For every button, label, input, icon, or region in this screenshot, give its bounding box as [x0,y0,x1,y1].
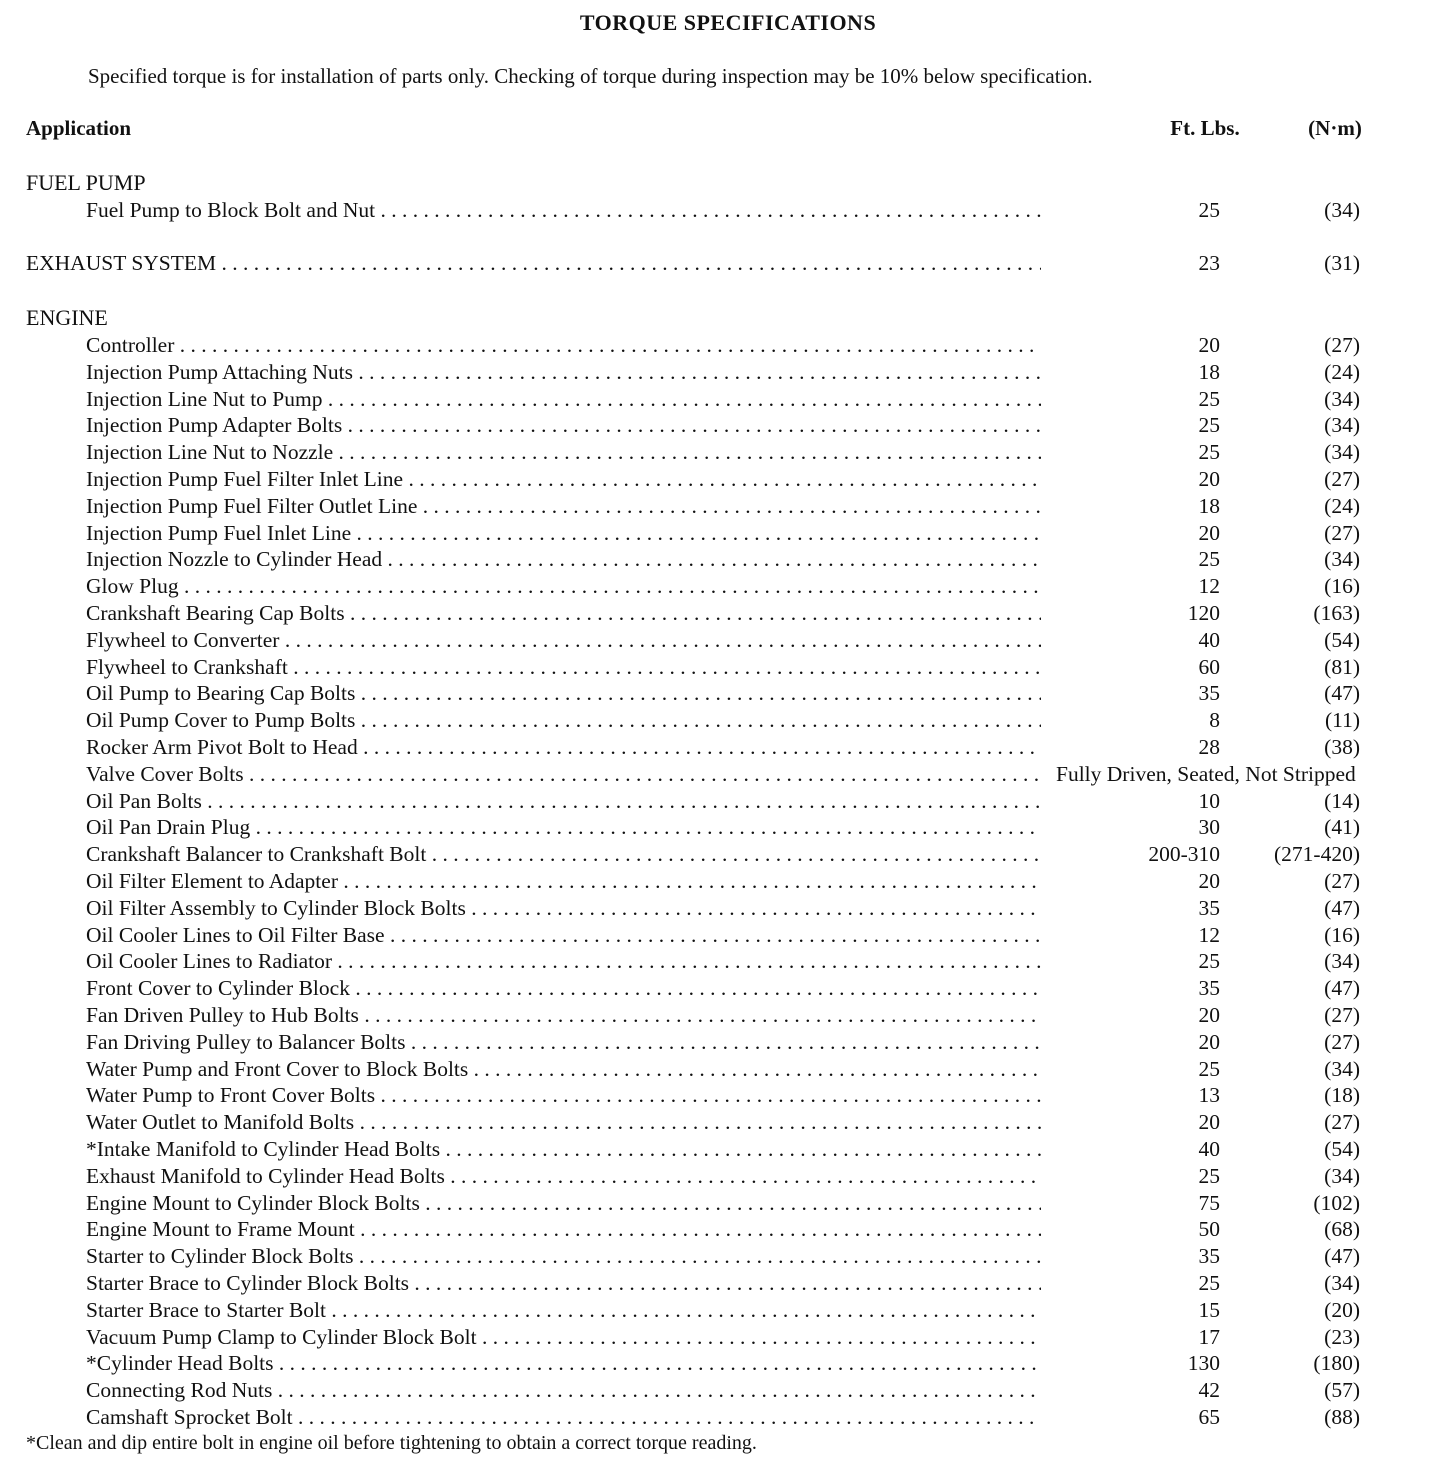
row-ft-lbs: 25 [1198,1271,1220,1295]
row-label: Crankshaft Bearing Cap Bolts . . . [86,600,1041,627]
row-nm: (34) [1324,1056,1360,1081]
table-row [0,1082,1456,1109]
row-nm: (14) [1324,788,1360,813]
row-label: Injection Pump Fuel Filter Outlet Line . . . [86,493,1041,520]
row-nm: (34) [1324,413,1360,438]
row-nm: (41) [1324,815,1360,840]
row-ft-lbs: 200-310 [1148,842,1220,867]
row-label: Exhaust Manifold to Cylinder Head Bolts . . . [86,1163,1041,1190]
row-nm: (34) [1324,547,1360,572]
row-nm: (27) [1324,869,1360,893]
table-row [0,1243,1456,1270]
row-label: Injection Pump Adapter Bolts . . . [86,412,1041,439]
table-row [0,1350,1456,1377]
row-nm: (81) [1324,654,1360,679]
row-label: Starter to Cylinder Block Bolts . . . [86,1243,1041,1270]
row-label: EXHAUST SYSTEM . . . [26,250,1041,277]
row-ft-lbs: 25 [1198,949,1220,974]
row-nm: (54) [1324,1137,1360,1161]
table-row [0,680,1456,707]
row-nm: (27) [1324,1029,1360,1054]
row-label: Fan Driven Pulley to Hub Bolts . . . [86,1002,1041,1029]
column-header-ft-lbs: Ft. Lbs. [1170,116,1240,140]
row-nm: (57) [1324,1378,1360,1403]
row-ft-lbs: 25 [1198,440,1220,465]
row-nm: (20) [1324,1297,1360,1322]
row-label: Flywheel to Converter . . . [86,627,1041,654]
table-row [0,1377,1456,1404]
column-header-application: Application [26,116,132,140]
row-nm: (88) [1324,1405,1360,1429]
table-row [0,761,1456,788]
row-label: Oil Pan Bolts . . . [86,788,1041,815]
row-nm: (47) [1324,1244,1360,1269]
table-row [0,734,1456,761]
table-row [0,573,1456,600]
table-row [0,841,1456,868]
row-nm: (180) [1313,1351,1360,1376]
page-title: TORQUE SPECIFICATIONS [579,10,877,35]
table-row [0,1190,1456,1217]
row-nm: (47) [1324,976,1360,1001]
row-label: Glow Plug . . . [86,573,1041,600]
row-ft-lbs: 20 [1198,1003,1220,1027]
row-ft-lbs: 30 [1198,815,1220,840]
spec-note: Specified torque is for installation of parts only. Checking of torque during inspection may be 10% below specification. [88,64,1093,88]
row-nm: (102) [1313,1190,1360,1215]
row-label: Fan Driving Pulley to Balancer Bolts . . . [86,1029,1041,1056]
row-nm: (271-420) [1274,842,1360,867]
row-nm: (47) [1324,681,1360,706]
table-row [0,1002,1456,1029]
row-label: Oil Pump Cover to Pump Bolts . . . [86,707,1041,734]
table-row [0,1404,1456,1431]
section-heading-fuel-pump: FUEL PUMP [26,170,146,195]
row-ft-lbs: 25 [1198,547,1220,572]
row-label: Injection Nozzle to Cylinder Head . . . [86,546,1041,573]
row-label: *Cylinder Head Bolts . . . [86,1350,1041,1377]
table-row [0,332,1456,359]
row-ft-lbs: 17 [1198,1324,1220,1349]
row-label: Oil Filter Element to Adapter . . . [86,868,1041,895]
row-ft-lbs: 28 [1198,735,1220,759]
row-ft-lbs: 20 [1198,1029,1220,1054]
footnote: *Clean and dip entire bolt in engine oil before tightening to obtain a correct torque reading. [26,1432,757,1454]
row-ft-lbs: 10 [1198,788,1220,813]
row-nm: (16) [1324,922,1360,947]
row-nm: (11) [1324,708,1360,733]
row-nm: (27) [1324,1003,1360,1027]
section-heading-engine: ENGINE [26,305,108,330]
row-ft-lbs: 35 [1198,895,1220,920]
row-ft-lbs: 20 [1198,333,1220,357]
table-row [0,359,1456,386]
row-label: Controller . . . [86,332,1041,359]
row-ft-lbs: 35 [1198,681,1220,706]
row-nm: (34) [1324,440,1360,465]
table-row [0,895,1456,922]
table-row [0,1136,1456,1163]
row-ft-lbs: 50 [1198,1217,1220,1242]
table-row [0,948,1456,975]
table-row [0,1109,1456,1136]
row-nm: (24) [1324,359,1360,384]
row-label: Front Cover to Cylinder Block . . . [86,975,1041,1002]
table-row [0,386,1456,413]
column-header-nm: (N·m) [1308,116,1362,140]
row-ft-lbs: 15 [1198,1297,1220,1322]
row-ft-lbs: 40 [1198,627,1220,652]
row-nm: (47) [1324,895,1360,920]
row-nm: (34) [1324,386,1360,411]
row-nm: (38) [1324,735,1360,759]
row-nm: (163) [1313,601,1360,625]
row-label: Engine Mount to Cylinder Block Bolts . . . [86,1190,1041,1217]
table-row [0,788,1456,815]
row-label: Valve Cover Bolts . . . [86,761,1041,788]
row-label: Starter Brace to Cylinder Block Bolts . . . [86,1270,1041,1297]
row-ft-lbs: 25 [1198,1163,1220,1188]
table-row [0,1324,1456,1351]
row-nm: (31) [1324,251,1360,275]
row-ft-lbs: 40 [1198,1137,1220,1161]
row-ft-lbs: 25 [1198,198,1220,222]
table-row [0,250,1456,277]
row-ft-lbs: 12 [1198,574,1220,599]
row-ft-lbs: 13 [1198,1083,1220,1108]
row-full-spec: Fully Driven, Seated, Not Stripped [1056,761,1356,786]
row-label: Oil Pan Drain Plug . . . [86,814,1041,841]
row-ft-lbs: 18 [1198,493,1220,518]
table-row [0,654,1456,681]
row-ft-lbs: 75 [1198,1190,1220,1215]
row-label: Water Outlet to Manifold Bolts . . . [86,1109,1041,1136]
row-nm: (34) [1324,949,1360,974]
row-label: Injection Pump Attaching Nuts . . . [86,359,1041,386]
row-nm: (27) [1324,467,1360,491]
row-nm: (18) [1324,1083,1360,1108]
table-row [0,520,1456,547]
row-label: Starter Brace to Starter Bolt . . . [86,1297,1041,1324]
row-label: Camshaft Sprocket Bolt . . . [86,1404,1041,1431]
table-row [0,975,1456,1002]
row-ft-lbs: 25 [1198,1056,1220,1081]
row-label: Oil Pump to Bearing Cap Bolts . . . [86,680,1041,707]
table-row [0,707,1456,734]
row-nm: (34) [1324,1163,1360,1188]
row-nm: (34) [1324,1271,1360,1295]
table-row [0,1216,1456,1243]
row-ft-lbs: 25 [1198,386,1220,411]
row-label: Injection Line Nut to Pump . . . [86,386,1041,413]
table-row [0,627,1456,654]
row-label: Oil Cooler Lines to Oil Filter Base . . . [86,922,1041,949]
table-row [0,1056,1456,1083]
row-label: Vacuum Pump Clamp to Cylinder Block Bolt . . . [86,1324,1041,1351]
row-label: Oil Cooler Lines to Radiator . . . [86,948,1041,975]
row-nm: (27) [1324,1110,1360,1135]
row-nm: (23) [1324,1324,1360,1349]
table-row [0,600,1456,627]
row-nm: (54) [1324,627,1360,652]
row-label: Injection Pump Fuel Filter Inlet Line . . . [86,466,1041,493]
row-nm: (16) [1324,574,1360,599]
row-ft-lbs: 60 [1198,654,1220,679]
row-ft-lbs: 18 [1198,359,1220,384]
row-label: Rocker Arm Pivot Bolt to Head . . . [86,734,1041,761]
row-ft-lbs: 20 [1198,467,1220,491]
table-row [0,1270,1456,1297]
row-label: Water Pump and Front Cover to Block Bolts . . . [86,1056,1041,1083]
table-row [0,1163,1456,1190]
row-label: Water Pump to Front Cover Bolts . . . [86,1082,1041,1109]
row-label: Flywheel to Crankshaft . . . [86,654,1041,681]
table-row [0,466,1456,493]
table-row [0,1297,1456,1324]
row-nm: (27) [1324,333,1360,357]
row-ft-lbs: 20 [1198,520,1220,545]
row-ft-lbs: 120 [1187,601,1220,625]
row-label: Connecting Rod Nuts . . . [86,1377,1041,1404]
row-nm: (68) [1324,1217,1360,1242]
row-label: Engine Mount to Frame Mount . . . [86,1216,1041,1243]
row-ft-lbs: 20 [1198,1110,1220,1135]
row-ft-lbs: 8 [1209,708,1220,733]
row-label: Injection Line Nut to Nozzle . . . [86,439,1041,466]
row-ft-lbs: 20 [1198,869,1220,893]
row-ft-lbs: 23 [1198,251,1220,275]
row-nm: (34) [1324,198,1360,222]
table-row [0,197,1456,224]
table-row [0,493,1456,520]
table-row [0,546,1456,573]
row-label: Oil Filter Assembly to Cylinder Block Bolts . . . [86,895,1041,922]
row-ft-lbs: 65 [1198,1405,1220,1429]
row-ft-lbs: 25 [1198,413,1220,438]
table-row [0,439,1456,466]
table-row [0,922,1456,949]
row-ft-lbs: 35 [1198,976,1220,1001]
table-row [0,868,1456,895]
row-label: Injection Pump Fuel Inlet Line . . . [86,520,1041,547]
row-ft-lbs: 35 [1198,1244,1220,1269]
row-ft-lbs: 12 [1198,922,1220,947]
table-row [0,1029,1456,1056]
row-label: Fuel Pump to Block Bolt and Nut . . . [86,197,1041,224]
table-row [0,412,1456,439]
row-label: *Intake Manifold to Cylinder Head Bolts . . . [86,1136,1041,1163]
row-label: Crankshaft Balancer to Crankshaft Bolt . . . [86,841,1041,868]
row-ft-lbs: 130 [1187,1351,1220,1376]
row-ft-lbs: 42 [1198,1378,1220,1403]
row-nm: (27) [1324,520,1360,545]
row-nm: (24) [1324,493,1360,518]
table-row [0,814,1456,841]
